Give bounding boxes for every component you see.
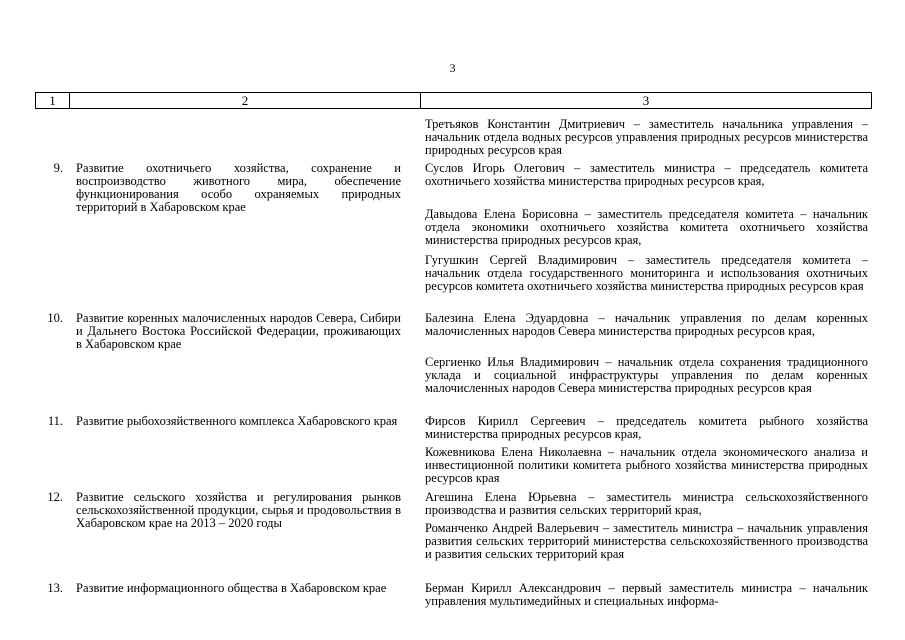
entry (425, 162, 868, 188)
header-col-1: 1 (36, 93, 70, 108)
header-col-3: 3 (642, 93, 650, 108)
entry-text: Берман Кирилл Александрович – первый заместитель министра – начальник управления мультимедийных и специальных информа- (425, 581, 868, 608)
entry (425, 312, 868, 338)
program-title: Развитие рыбохозяйственного комплекса Хабаровского края (76, 414, 398, 428)
entry (425, 208, 868, 247)
row-number: 11. (47, 414, 63, 428)
entry-text: Гугушкин Сергей Владимирович – заместитель председателя комитета – начальник отдела государственного мониторинга и использования охотничьих ресурсов комитета охотничьего хозяйства министерства природных ресурсов края (425, 253, 868, 293)
row-number: 12. (47, 490, 63, 504)
entry-text: Балезина Елена Эдуардовна – начальник управления по делам коренных малочисленных народов Севера министерства природных ресурсов края, (425, 311, 868, 338)
entry (425, 254, 868, 293)
entry-text: Кожевникова Елена Николаевна – начальник отдела экономического анализа и инвестиционной политики комитета рыбного хозяйства министерства природных ресурсов края (425, 445, 868, 485)
entry-continuation (425, 118, 868, 157)
entry-text: Романченко Андрей Валерьевич – заместитель министра – начальник управления развития сельских территорий министерства сельскохозяйственного производства и развития сельских территорий края (425, 521, 868, 561)
entry-text: Агешина Елена Юрьевна – заместитель министра сельскохозяйственного производства и развития сельских территорий края, (425, 490, 868, 517)
page-number: 3 (449, 61, 456, 75)
program-title: Развитие охотничьего хозяйства, сохранение и воспроизводство животного мира, обеспечение функционирования особо охраняемых природных территорий в Хабаровском крае (76, 161, 401, 214)
entry (425, 491, 868, 517)
row-number: 9. (53, 161, 63, 175)
program-title: Развитие информационного общества в Хабаровском крае (76, 581, 387, 595)
entry-text: Давыдова Елена Борисовна – заместитель председателя комитета – начальник отдела экономики охотничьего хозяйства комитета охотничьего хозяйства министерства природных ресурсов края, (425, 207, 868, 247)
table-header (35, 92, 872, 109)
entry-text: Третьяков Константин Дмитриевич – заместитель начальника управления – начальник отдела водных ресурсов управления природных ресурсов министерства природных ресурсов края (425, 117, 868, 157)
header-col-2: 2 (70, 93, 421, 108)
entry (425, 415, 868, 441)
entry-text: Суслов Игорь Олегович – заместитель министра – председатель комитета охотничьего хозяйства министерства природных ресурсов края, (425, 161, 868, 188)
row-number: 13. (47, 581, 63, 595)
entry (425, 446, 868, 485)
entry-text: Сергиенко Илья Владимирович – начальник отдела сохранения традиционного уклада и социальной инфраструктуры управления по делам коренных малочисленных народов Севера министерства природных ресурсов края (425, 355, 868, 395)
entry-text: Фирсов Кирилл Сергеевич – председатель комитета рыбного хозяйства министерства природных ресурсов края, (425, 414, 868, 441)
entry (425, 522, 868, 561)
row-number: 10. (47, 311, 63, 325)
entry (425, 356, 868, 395)
program-title: Развитие сельского хозяйства и регулирования рынков сельскохозяйственной продукции, сырья и продовольствия в Хабаровском крае на 2013 – 2020 годы (76, 490, 401, 530)
program-title: Развитие коренных малочисленных народов Севера, Сибири и Дальнего Востока Российской Федерации, проживающих в Хабаровском крае (76, 311, 401, 351)
entry (425, 582, 868, 608)
